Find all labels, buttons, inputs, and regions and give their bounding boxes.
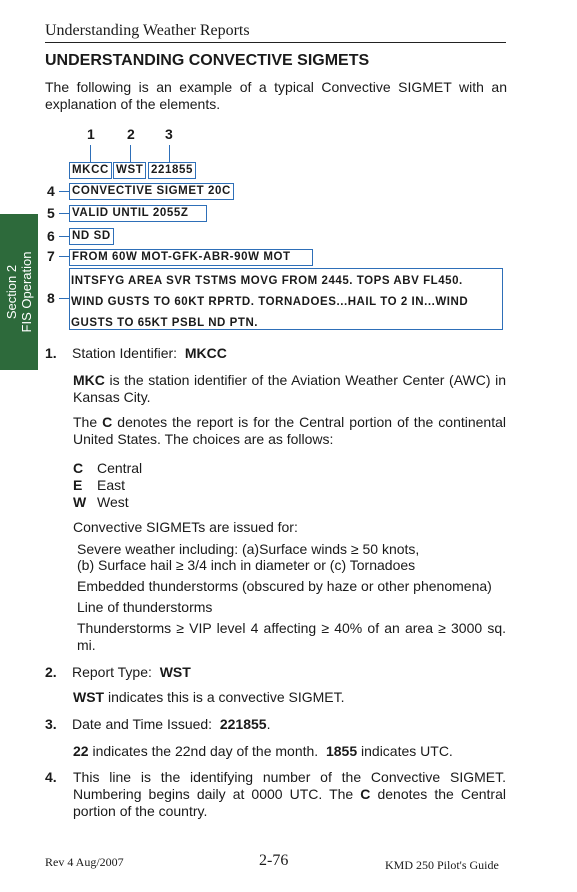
item-number-2: 2. [45,664,57,680]
callout-number-5: 5 [47,205,55,221]
callout-number-8: 8 [47,290,55,306]
p2-rest: denotes the report is for the Central portion of the continental United States. The choices are as follows: [73,414,506,447]
callout-line-5 [59,213,69,214]
remarks-line-3: GUSTS TO 65KT PSBL ND PTN. [71,317,259,329]
item-3-heading: Date and Time Issued: 221855. [72,716,271,732]
choice-west: W West [73,494,129,510]
item-number-3: 3. [45,716,57,732]
item-3-value: 221855 [219,716,267,732]
side-tab-line-1: Section 2 [4,264,19,320]
callout-number-6: 6 [47,228,55,244]
callout-number-4: 4 [47,183,55,199]
field-report-type: WST [113,162,146,179]
callout-line-1 [90,145,91,162]
section-title: UNDERSTANDING CONVECTIVE SIGMETS [45,52,370,69]
item-1-label: Station Identifier: [72,345,178,361]
side-tab-line-2: FIS Operation [19,251,34,333]
running-header: Understanding Weather Reports [45,22,250,39]
c-bold: C [102,414,113,430]
item-1-paragraph-2 [73,414,506,448]
criteria-line-1: Severe weather including: (a)Surface winds ≥ 50 knots, [77,541,420,557]
section-side-tab [0,214,38,370]
callout-line-8 [59,298,69,299]
item-3-description: 22 indicates the 22nd day of the month. 1855 indicates UTC. [73,743,453,759]
footer-guide-title: KMD 250 Pilot's Guide [385,858,499,872]
choice-east: E East [73,477,126,493]
callout-line-6 [59,236,69,237]
field-remarks [69,268,503,330]
callout-number-2: 2 [127,126,135,142]
remarks-line-1: INTSFYG AREA SVR TSTMS MOVG FROM 2445. TOPS ABV FL450. [71,275,463,287]
page-number: 2-76 [259,852,289,869]
header-rule [45,42,506,43]
field-date-time: 221855 [148,162,196,179]
item-3-label: Date and Time Issued: [72,716,213,732]
field-valid-until: VALID UNTIL 2055Z [69,205,207,222]
footer-revision: Rev 4 Aug/2007 [45,855,124,869]
callout-number-1: 1 [87,126,95,142]
item-1-heading [72,345,227,362]
issued-for-text: Convective SIGMETs are issued for: [73,519,298,535]
item-number-1: 1. [45,345,57,361]
field-area: FROM 60W MOT-GFK-ABR-90W MOT [69,249,313,266]
choice-central: C Central [73,460,143,476]
criteria-line-4: Line of thunderstorms [77,599,213,615]
criteria-line-3: Embedded thunderstorms (obscured by haze or other phenomena) [77,578,492,594]
callout-line-7 [59,256,69,257]
field-station-id: MKCC [69,162,112,179]
criteria-line-5: Thunderstorms ≥ VIP level 4 affecting ≥ 40% of an area ≥ 3000 sq. mi. [77,620,506,653]
item-4-description: This line is the identifying number of the Convective SIGMET. Numbering begins daily at 0000 UTC. The C denotes the Central portion of the country. [73,769,506,819]
callout-number-7: 7 [47,248,55,264]
field-states: ND SD [69,228,114,245]
item-2-value: WST [159,664,191,680]
p1-rest: is the station identifier of the Aviation Weather Center (AWC) in Kansas City. [73,372,506,405]
p2-pre: The [73,414,103,430]
item-2-label: Report Type: [72,664,152,680]
criteria-line-2: (b) Surface hail ≥ 3/4 inch in diameter or (c) Tornadoes [77,557,416,573]
callout-line-3 [169,145,170,162]
intro-paragraph: The following is an example of a typical Convective SIGMET with an explanation of the elements. [45,79,507,112]
field-sigmet-number: CONVECTIVE SIGMET 20C [69,183,234,200]
callout-number-3: 3 [165,126,173,142]
item-number-4: 4. [45,769,57,785]
mkc-bold: MKC [73,372,105,388]
callout-line-2 [130,145,131,162]
callout-line-4 [59,191,69,192]
item-1-value: MKCC [184,345,227,361]
choice-list [73,460,142,511]
item-2-heading [72,664,191,681]
remarks-line-2: WIND GUSTS TO 60KT RPRTD. TORNADOES...HAIL TO 2 IN...WIND [71,296,469,308]
item-1-paragraph-1 [73,372,506,406]
item-2-description: WST indicates this is a convective SIGMET. [73,689,345,705]
